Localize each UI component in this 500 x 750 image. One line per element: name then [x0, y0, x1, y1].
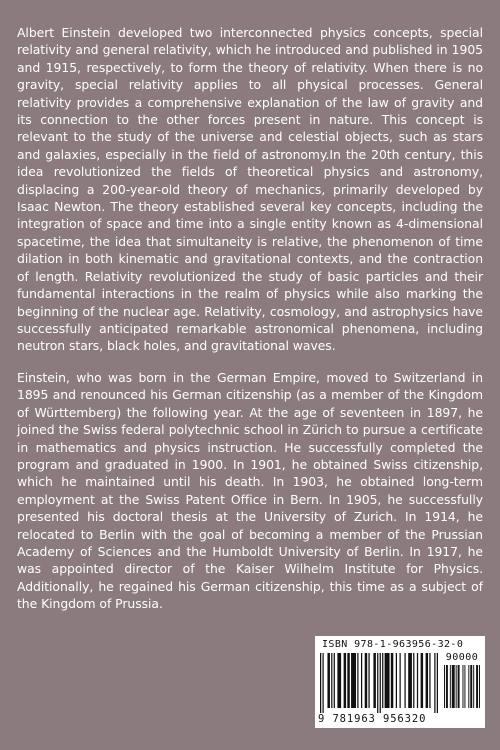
- barcode-bar: [468, 665, 469, 708]
- barcode-bar: [437, 653, 438, 713]
- barcode-bar: [399, 653, 400, 708]
- barcode-bar: [404, 653, 405, 708]
- barcode-bar: [434, 653, 435, 713]
- barcode-bar: [331, 653, 332, 708]
- barcode-bar: [464, 665, 465, 708]
- addon-bars: [444, 665, 480, 713]
- price-addon-digits: 90000: [445, 652, 479, 663]
- barcode-bar: [334, 653, 335, 708]
- barcode-bar: [421, 653, 423, 708]
- barcode-bar: [450, 665, 451, 708]
- barcode-bar: [347, 653, 349, 708]
- barcode-bar: [417, 653, 418, 708]
- ean-bars: [320, 653, 438, 713]
- barcode-bar: [446, 665, 448, 708]
- barcode-bar: [368, 653, 369, 708]
- barcode-bars: [320, 653, 480, 713]
- barcode-bar: [476, 665, 478, 708]
- barcode-bar: [473, 665, 474, 708]
- barcode-bar: [479, 665, 480, 708]
- barcode-bar: [344, 653, 346, 708]
- barcode-bar: [396, 653, 397, 708]
- barcode-bar: [426, 653, 428, 708]
- barcode-bar: [373, 653, 375, 708]
- isbn-barcode: [315, 636, 485, 728]
- ean-digits: 9 781963 956320: [318, 713, 427, 725]
- barcode-bar: [470, 665, 472, 708]
- barcode-bar: [462, 665, 463, 708]
- barcode-bar: [327, 653, 329, 708]
- barcode-bar: [458, 665, 460, 708]
- barcode-bar: [452, 665, 455, 708]
- barcode-bar: [380, 653, 381, 713]
- barcode-bar: [391, 653, 393, 708]
- barcode-bar: [365, 653, 367, 708]
- barcode-bar: [322, 653, 323, 713]
- barcode-bar: [337, 653, 341, 708]
- barcode-bar: [408, 653, 412, 708]
- barcode-bar: [351, 653, 356, 708]
- barcode-bar: [361, 653, 362, 708]
- barcode-bar: [320, 653, 321, 713]
- barcode-bar: [456, 665, 457, 708]
- barcode-bar: [385, 653, 390, 708]
- price-addon: [444, 653, 480, 713]
- barcode-bar: [413, 653, 414, 708]
- barcode-bar: [382, 653, 383, 708]
- barcode-bar: [377, 653, 378, 713]
- isbn-number: ISBN 978-1-963956-32-0: [322, 639, 464, 650]
- back-cover-paragraph-2: Einstein, who was born in the German Empire, moved to Switzerland in 1895 and renounced his German citizenship (as a member of the Kingdom of Württemberg) the following year. At the age of seventeen in 1897, he joined the Swiss federal polytechnic school in Zürich to pursue a certificate in mathematics and physics instruction. He successfully completed the program and graduated in 1900. In 1901, he obtained Swiss citizenship, which he maintained until his death. In 1903, he obtained long-term employment at the Swiss Patent Office in Bern. In 1905, he successfully presented his doctoral thesis at the University of Zurich. In 1914, he relocated to Berlin with the goal of becoming a member of the Prussian Academy of Sciences and the Humboldt University of Berlin. In 1917, he was appointed director of the Kaiser Wilhelm Institute for Physics. Additionally, he regained his German citizenship, this time as a subject of the Kingdom of Prussia.: [17, 370, 483, 612]
- barcode-bar: [357, 653, 358, 708]
- back-cover-paragraph-1: Albert Einstein developed two interconnected physics concepts, special relativity and general relativity, which he introduced and published in 1905 and 1915, respectively, to form the theory of relativity. When there is no gravity, special relativity applies to all physical processes. General relativity provides a comprehensive explanation of the law of gravity and its connection to the other forces present in nature. This concept is relevant to the study of the universe and celestial objects, such as stars and galaxies, especially in the field of astronomy.In the 20th century, this idea revolutionized the fields of theoretical physics and astronomy, displacing a 200-year-old theory of mechanics, primarily developed by Isaac Newton. The theory established several key concepts, including the integration of space and time into a single entity known as 4-dimensional spacetime, the idea that simultaneity is relative, the phenomenon of time dilation in both kinematic and gravitational contexts, and the contraction of length. Relativity revolutionized the study of basic particles and their fundamental interactions in the realm of physics while also marking the beginning of the nuclear age. Relativity, cosmology, and astrophysics have successfully anticipated remarkable astronomical phenomena, including neutron stars, black holes, and gravitational waves.: [17, 25, 483, 354]
- barcode-bar: [429, 653, 430, 708]
- barcode-bar: [444, 665, 445, 708]
